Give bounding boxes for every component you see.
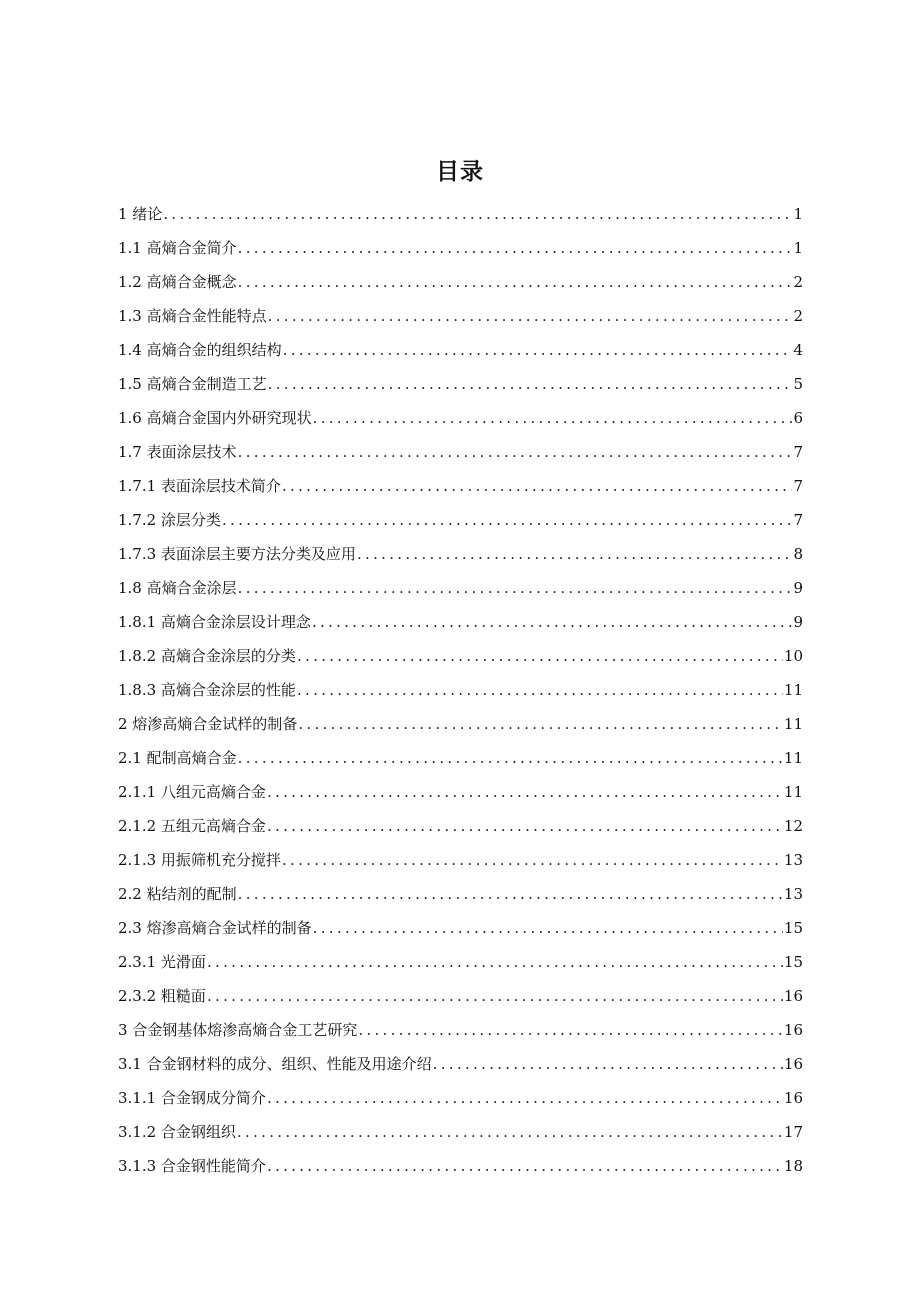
toc-entry-label: 3.1.3 合金钢性能简介	[118, 1157, 266, 1175]
toc-entry-page: 12	[783, 817, 803, 835]
toc-dot-leader	[357, 537, 793, 571]
toc-entry-label: 1.4 高熵合金的组织结构	[118, 341, 282, 359]
toc-entry-page: 9	[793, 579, 803, 597]
toc-entry-label: 2.3.2 粗糙面	[118, 987, 206, 1005]
toc-dot-leader	[238, 571, 793, 605]
toc-entry[interactable]	[118, 605, 803, 639]
toc-dot-leader	[222, 503, 793, 537]
toc-entry[interactable]	[118, 639, 803, 673]
toc-dot-leader	[312, 605, 793, 639]
toc-entry-page: 2	[793, 273, 803, 291]
toc-entry-page: 15	[783, 953, 803, 971]
toc-dot-leader	[297, 639, 783, 673]
toc-entry-label: 1.8 高熵合金涂层	[118, 579, 237, 597]
toc-entry-page: 16	[783, 987, 803, 1005]
toc-entry-label: 2.1 配制高熵合金	[118, 749, 237, 767]
toc-entry-label: 2.3.1 光滑面	[118, 953, 206, 971]
toc-title: 目录	[436, 159, 484, 185]
toc-entry-label: 1.8.1 高熵合金涂层设计理念	[118, 613, 311, 631]
toc-entry-label: 2.3 熔渗高熵合金试样的制备	[118, 919, 312, 937]
toc-entry[interactable]	[118, 775, 803, 809]
toc-entry[interactable]	[118, 299, 803, 333]
toc-entry-label: 3.1.2 合金钢组织	[118, 1123, 236, 1141]
toc-entry-page: 6	[793, 409, 803, 427]
toc-dot-leader	[237, 1115, 783, 1149]
toc-dot-leader	[313, 401, 793, 435]
toc-entry[interactable]	[118, 843, 803, 877]
toc-entry[interactable]	[118, 911, 803, 945]
toc-entry[interactable]	[118, 503, 803, 537]
toc-entry-page: 11	[783, 715, 803, 733]
toc-entry[interactable]	[118, 469, 803, 503]
toc-entry-label: 3.1 合金钢材料的成分、组织、性能及用途介绍	[118, 1055, 432, 1073]
toc-entry-label: 2.1.3 用振筛机充分搅拌	[118, 851, 281, 869]
toc-entry-page: 11	[783, 783, 803, 801]
toc-dot-leader	[238, 741, 783, 775]
toc-dot-leader	[297, 673, 783, 707]
toc-dot-leader	[267, 775, 783, 809]
toc-entry-page: 11	[783, 681, 803, 699]
toc-entry-page: 2	[793, 307, 803, 325]
toc-entry[interactable]	[118, 265, 803, 299]
toc-dot-leader	[268, 367, 793, 401]
toc-entry[interactable]	[118, 197, 803, 231]
toc-entry-label: 1.8.2 高熵合金涂层的分类	[118, 647, 296, 665]
toc-entry[interactable]	[118, 809, 803, 843]
toc-entry-label: 1.7.2 涂层分类	[118, 511, 221, 529]
toc-dot-leader	[282, 469, 793, 503]
toc-entry-label: 1.6 高熵合金国内外研究现状	[118, 409, 312, 427]
toc-entry-label: 1.8.3 高熵合金涂层的性能	[118, 681, 296, 699]
toc-entry-page: 9	[793, 613, 803, 631]
toc-dot-leader	[433, 1047, 783, 1081]
toc-dot-leader	[267, 1081, 783, 1115]
toc-entry-page: 8	[793, 545, 803, 563]
toc-entry-page: 15	[783, 919, 803, 937]
toc-entry[interactable]	[118, 367, 803, 401]
toc-entry-label: 1.1 高熵合金简介	[118, 239, 237, 257]
toc-entry[interactable]	[118, 1149, 803, 1183]
toc-entry-page: 5	[793, 375, 803, 393]
toc-dot-leader	[163, 197, 792, 231]
toc-entry-page: 16	[783, 1089, 803, 1107]
toc-entry-page: 16	[783, 1055, 803, 1073]
toc-entry[interactable]	[118, 333, 803, 367]
toc-dot-leader	[358, 1013, 783, 1047]
toc-dot-leader	[282, 843, 783, 877]
toc-entry-label: 1.7.3 表面涂层主要方法分类及应用	[118, 545, 356, 563]
toc-entry[interactable]	[118, 877, 803, 911]
toc-entry-label: 1 绪论	[118, 205, 163, 223]
toc-entry-label: 1.5 高熵合金制造工艺	[118, 375, 267, 393]
toc-entry-page: 11	[783, 749, 803, 767]
toc-entry-page: 1	[793, 239, 803, 257]
toc-entry[interactable]	[118, 1047, 803, 1081]
toc-entry[interactable]	[118, 945, 803, 979]
toc-entry[interactable]	[118, 1115, 803, 1149]
toc-dot-leader	[238, 231, 793, 265]
toc-entry-page: 7	[793, 477, 803, 495]
toc-dot-leader	[207, 945, 783, 979]
toc-entry-page: 16	[783, 1021, 803, 1039]
toc-dot-leader	[298, 707, 783, 741]
toc-entry[interactable]	[118, 435, 803, 469]
toc-dot-leader	[267, 1149, 783, 1183]
toc-dot-leader	[267, 809, 783, 843]
toc-entry-label: 2.2 粘结剂的配制	[118, 885, 237, 903]
toc-dot-leader	[238, 435, 793, 469]
toc-dot-leader	[207, 979, 783, 1013]
toc-entry[interactable]	[118, 707, 803, 741]
toc-entry[interactable]	[118, 537, 803, 571]
toc-entry-label: 2.1.1 八组元高熵合金	[118, 783, 266, 801]
toc-dot-leader	[238, 265, 793, 299]
toc-entry-page: 10	[783, 647, 803, 665]
table-of-contents	[118, 197, 803, 1183]
toc-entry-page: 13	[783, 851, 803, 869]
toc-entry-page: 18	[783, 1157, 803, 1175]
toc-entry-label: 2.1.2 五组元高熵合金	[118, 817, 266, 835]
toc-entry-label: 1.3 高熵合金性能特点	[118, 307, 267, 325]
toc-entry[interactable]	[118, 979, 803, 1013]
toc-entry[interactable]	[118, 571, 803, 605]
toc-entry[interactable]	[118, 401, 803, 435]
toc-entry-page: 7	[793, 443, 803, 461]
toc-entry[interactable]	[118, 673, 803, 707]
toc-entry-label: 3 合金钢基体熔渗高熵合金工艺研究	[118, 1021, 358, 1039]
toc-entry[interactable]	[118, 1081, 803, 1115]
toc-entry-page: 7	[793, 511, 803, 529]
toc-entry-label: 1.7 表面涂层技术	[118, 443, 237, 461]
toc-dot-leader	[313, 911, 783, 945]
toc-entry-label: 2 熔渗高熵合金试样的制备	[118, 715, 298, 733]
toc-entry-label: 1.2 高熵合金概念	[118, 273, 237, 291]
toc-entry-page: 4	[793, 341, 803, 359]
toc-dot-leader	[238, 877, 783, 911]
toc-dot-leader	[268, 299, 793, 333]
toc-dot-leader	[283, 333, 793, 367]
toc-entry[interactable]	[118, 741, 803, 775]
toc-entry-page: 1	[793, 205, 803, 223]
toc-entry-label: 3.1.1 合金钢成分简介	[118, 1089, 266, 1107]
toc-entry-page: 17	[783, 1123, 803, 1141]
toc-entry-label: 1.7.1 表面涂层技术简介	[118, 477, 281, 495]
toc-entry[interactable]	[118, 231, 803, 265]
toc-entry-page: 13	[783, 885, 803, 903]
toc-entry[interactable]	[118, 1013, 803, 1047]
